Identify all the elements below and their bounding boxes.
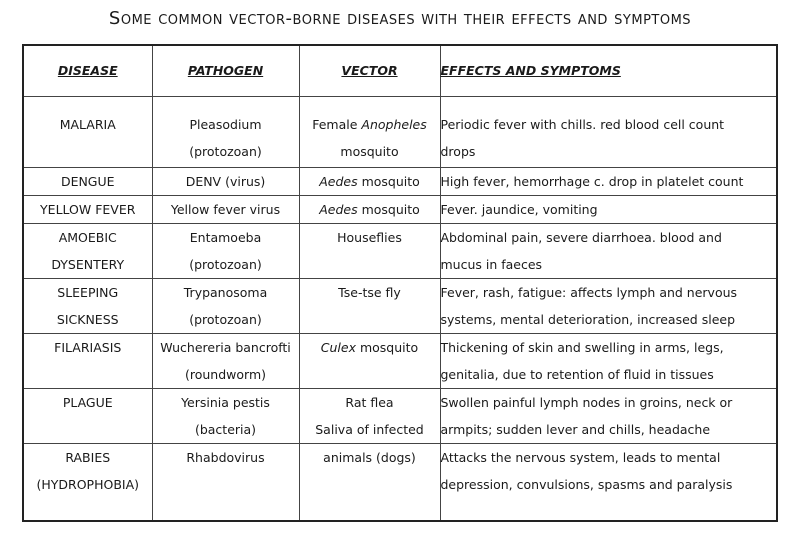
effects-line: mucus in faeces [440, 256, 543, 272]
cell-disease [23, 96, 152, 167]
cell-pathogen [152, 278, 299, 333]
cell-effects [440, 278, 777, 333]
header-effects: EFFECTS AND SYMPTOMS [440, 45, 777, 96]
vector-line: Saliva of infected [315, 421, 424, 437]
pathogen-line: (protozoan) [189, 143, 262, 159]
effects-line: Fever. jaundice, vomiting [440, 201, 598, 217]
table-header-row [23, 45, 777, 96]
cell-vector [299, 223, 440, 278]
cell-disease [23, 223, 152, 278]
disease-table [22, 44, 778, 522]
pathogen-line: Yellow fever virus [170, 201, 281, 217]
cell-pathogen [152, 388, 299, 443]
effects-line: High fever, hemorrhage c. drop in platelet count [440, 173, 744, 189]
cell-pathogen [152, 333, 299, 388]
cell-vector [299, 443, 440, 521]
table-row [23, 223, 777, 278]
cell-pathogen [152, 167, 299, 195]
cell-disease [23, 278, 152, 333]
effects-line: Periodic fever with chills. red blood cell count [440, 116, 725, 132]
header-vector: VECTOR [299, 45, 440, 96]
cell-vector [299, 388, 440, 443]
effects-line: systems, mental deterioration, increased sleep [440, 311, 736, 327]
effects-line: Fever, rash, fatigue: affects lymph and nervous [440, 284, 738, 300]
cell-effects [440, 223, 777, 278]
effects-line: Swollen painful lymph nodes in groins, neck or [440, 394, 733, 410]
vector-line: animals (dogs) [323, 449, 416, 465]
table-row [23, 333, 777, 388]
pathogen-line: (protozoan) [189, 311, 262, 327]
table-row [23, 195, 777, 223]
vector-line: mosquito [340, 143, 399, 159]
cell-pathogen [152, 195, 299, 223]
cell-pathogen [152, 96, 299, 167]
vector-line: Aedes mosquito [319, 201, 420, 217]
pathogen-line: Entamoeba [189, 229, 262, 245]
cell-disease [23, 388, 152, 443]
disease-name: DYSENTERY [51, 256, 125, 272]
disease-name: (HYDROPHOBIA) [36, 476, 140, 492]
vector-line: Houseflies [337, 229, 402, 245]
cell-vector [299, 195, 440, 223]
pathogen-line: Trypanosoma [183, 284, 268, 300]
table-row [23, 167, 777, 195]
cell-pathogen [152, 443, 299, 521]
cell-vector [299, 167, 440, 195]
cell-disease [23, 195, 152, 223]
cell-effects [440, 96, 777, 167]
pathogen-line: Rhabdovirus [186, 449, 265, 465]
effects-line: genitalia, due to retention of fluid in tissues [440, 366, 714, 382]
pathogen-line: (protozoan) [189, 256, 262, 272]
vector-line: Rat flea [345, 394, 394, 410]
effects-line: Attacks the nervous system, leads to mental [440, 449, 721, 465]
pathogen-line: Yersinia pestis [181, 394, 270, 410]
disease-name: AMOEBIC [58, 229, 117, 245]
effects-line: Thickening of skin and swelling in arms, legs, [440, 339, 724, 355]
cell-disease [23, 167, 152, 195]
effects-line: armpits; sudden lever and chills, headache [440, 421, 711, 437]
cell-vector [299, 278, 440, 333]
vector-line: Female Anopheles [312, 116, 427, 132]
pathogen-line: (roundworm) [184, 366, 266, 382]
cell-effects [440, 195, 777, 223]
disease-name: DENGUE [60, 173, 115, 189]
page-title: Some common vector-borne diseases with their effects and symptoms [108, 8, 692, 29]
pathogen-line: DENV (virus) [185, 173, 266, 189]
table-row [23, 278, 777, 333]
disease-name: SLEEPING [57, 284, 119, 300]
disease-name: PLAGUE [62, 394, 113, 410]
cell-effects [440, 388, 777, 443]
table-row [23, 96, 777, 167]
header-disease: DISEASE [23, 45, 152, 96]
vector-line: Aedes mosquito [319, 173, 420, 189]
disease-name: RABIES [65, 449, 111, 465]
disease-name: SICKNESS [56, 311, 119, 327]
cell-disease [23, 443, 152, 521]
pathogen-line: Wuchereria bancrofti [160, 339, 291, 355]
disease-name: MALARIA [59, 116, 116, 132]
cell-vector [299, 333, 440, 388]
pathogen-line: Pleasodium [189, 116, 262, 132]
vector-line: Culex mosquito [320, 339, 419, 355]
effects-line: depression, convulsions, spasms and paralysis [440, 476, 733, 492]
cell-effects [440, 443, 777, 521]
cell-vector [299, 96, 440, 167]
pathogen-line: (bacteria) [194, 421, 257, 437]
disease-name: YELLOW FEVER [40, 201, 136, 217]
table-row [23, 388, 777, 443]
header-pathogen: PATHOGEN [152, 45, 299, 96]
effects-line: drops [440, 143, 476, 159]
cell-disease [23, 333, 152, 388]
effects-line: Abdominal pain, severe diarrhoea. blood and [440, 229, 722, 245]
disease-name: FILARIASIS [54, 339, 122, 355]
vector-line: Tse-tse fly [338, 284, 401, 300]
cell-pathogen [152, 223, 299, 278]
table-row [23, 443, 777, 521]
cell-effects [440, 167, 777, 195]
cell-effects [440, 333, 777, 388]
